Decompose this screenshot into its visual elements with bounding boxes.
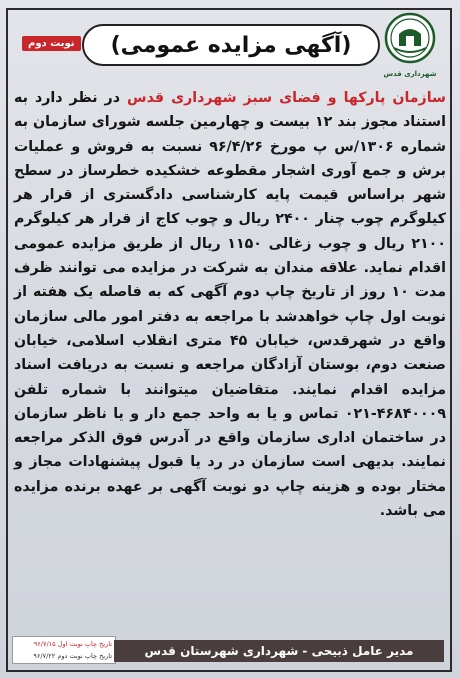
signer-bar: مدیر عامل ذبیحی - شهرداری شهرستان قدس	[114, 640, 444, 662]
logo-caption: شهرداری قدس	[383, 70, 437, 78]
ad-body	[14, 86, 446, 612]
municipality-emblem-icon	[380, 12, 440, 78]
organization-name: سازمان پارکها و فضای سبز شهرداری قدس	[127, 90, 447, 106]
ad-header	[12, 12, 446, 78]
date-first-print: تاریخ چاپ نوبت اول ۹۶/۷/۱۵	[33, 640, 112, 648]
ad-footer	[8, 614, 450, 670]
ad-title-box	[82, 24, 380, 66]
ad-body-text: در نظر دارد به استناد مجوز بند ۱۲ بیست و چهارمین جلسه شورای سازمان به شماره ۱۳۰۶/س پ مورخ ۹۶/۴/۲۶ نسبت به فروش و عملیات برش و جمع آوری اشجار مقطوعه خشکیده خطرساز در سطح شهر براساس قیمت پایه کارشناسی دادگستری از قرار هر کیلوگرم چوب چنار ۲۴۰۰ ریال و چوب کاج از قرار هر کیلوگرم ۲۱۰۰ ریال و چوب زغالی ۱۱۵۰ ریال از طریق مزایده عمومی اقدام نماید. علاقه مندان به شرکت در مزایده می توانند ظرف مدت ۱۰ روز از تاریخ چاپ دوم آگهی که به فاصله یک هفته از نوبت اول چاپ خواهدشد با مراجعه به دفتر امور مالی سازمان واقع در شهرقدس، خیابان ۴۵ متری انقلاب اسلامی، خیابان صنعت دوم، بوستان آزادگان مراجعه و نسبت به دریافت اسناد مزایده اقدام نمایند. متقاضیان میتوانند با شماره تلفن ۴۶۸۴۰۰۰۹-۰۲۱ تماس و یا به واحد جمع دار و یا ناظر سازمان در ساختمان اداری سازمان واقع در آدرس فوق الذکر مراجعه نمایند. بدیهی است سازمان در رد یا قبول پیشنهادات مجاز و مختار بوده و هزینه چاپ دو نوبت آگهی بر عهده برنده مزایده می باشد.	[14, 90, 446, 520]
print-dates-box	[12, 636, 116, 664]
date-second-print: تاریخ چاپ نوبت دوم ۹۶/۷/۲۲	[33, 652, 112, 660]
round-badge: نوبت دوم	[22, 36, 81, 51]
ad-title: (آگهی مزایده عمومی)	[110, 32, 352, 58]
